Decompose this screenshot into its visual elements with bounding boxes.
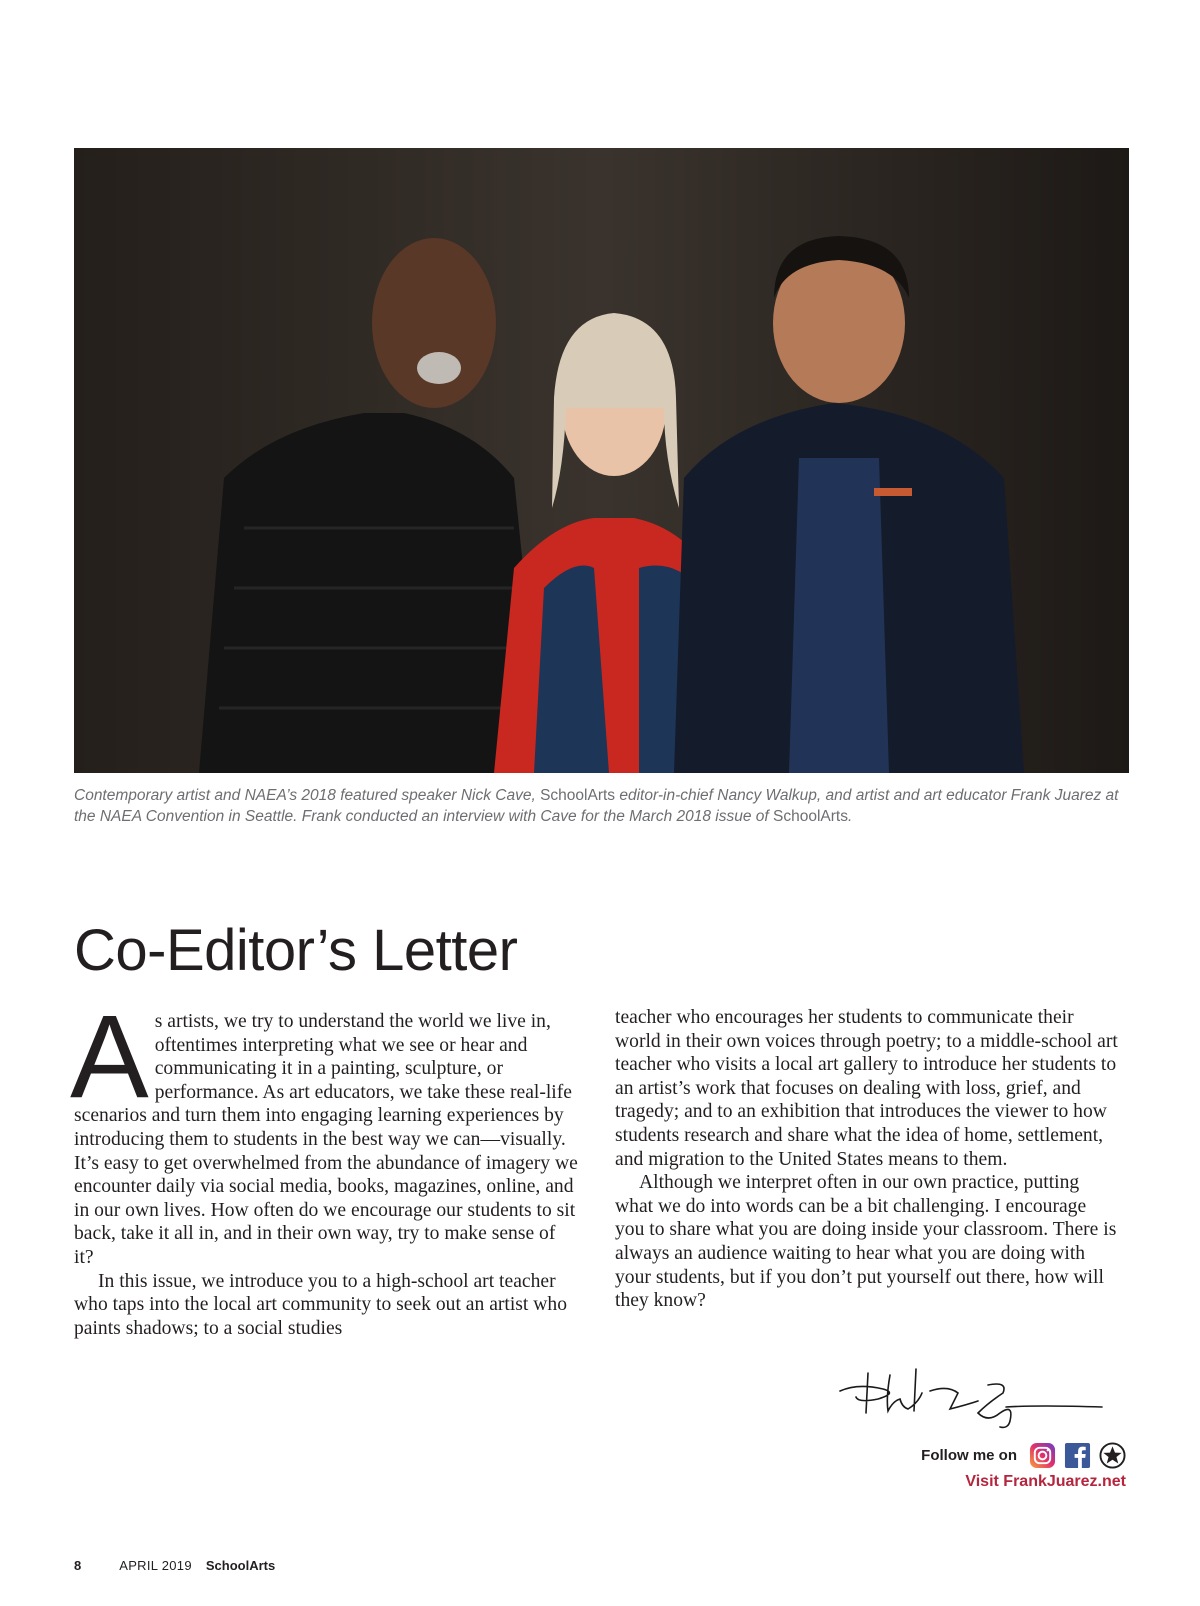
drop-cap: A: [70, 991, 149, 1123]
article-column-left: [70, 991, 579, 1340]
article-column-right: [615, 1006, 1120, 1313]
signature: [838, 1363, 1104, 1433]
page-number: 8: [74, 1558, 82, 1573]
caption-text: editor-in-chief Nancy Walkup, and artist and art educator Frank Juarez at the NAEA Convention in Seattle. Frank conducted an interview with Cave for the March 2018 issue of: [74, 787, 1119, 825]
caption-magazine-name: SchoolArts: [540, 787, 616, 804]
page-footer: [74, 1558, 275, 1573]
social-follow: [921, 1442, 1126, 1469]
article-title: Co-Editor’s Letter: [74, 918, 518, 983]
article-paragraph: Although we interpret often in our own practice, putting what we do into words can be a bit challenging. I encourage you to share what you are doing inside your classroom. There is always an audience waiting to hear what you are doing with your students, but if you don’t put yourself out there, how will they know?: [615, 1172, 1117, 1312]
handwritten-signature: [838, 1363, 1104, 1433]
star-badge-icon[interactable]: [1099, 1442, 1126, 1469]
photo-caption: [74, 785, 1129, 827]
caption-magazine-name: SchoolArts: [773, 808, 848, 825]
article-paragraph: teacher who encourages her students to communicate their world in their own voices through poetry; to a middle-school art teacher who visits a local art gallery to introduce her students to an artist’s work that focuses on dealing with loss, grief, and tragedy; and to an exhibition that introduces the viewer to how students research and share what the idea of home, settlement, and migration to the United States means to them.: [615, 1007, 1118, 1170]
article-paragraph: [70, 991, 579, 1270]
article-paragraph: In this issue, we introduce you to a high-school art teacher who taps into the local art community to seek out an artist who paints shadows; to a social studies: [74, 1270, 568, 1339]
issue-date: APRIL 2019: [119, 1558, 192, 1573]
caption-text: .: [847, 808, 853, 825]
photo-illustration: [74, 148, 1129, 773]
paragraph-text: s artists, we try to understand the world we live in, oftentimes interpreting what we see or hear and communicating it in a painting, sculpture, or performance. As art educators, we take these real-life scenarios and turn them into engaging learning experiences by introducing them to students in the best way we can—visually. It’s easy to get overwhelmed from the abundance of imagery we encounter daily via social media, books, magazines, online, and in our own lives. How often do we encourage our students to sit back, take it all in, and in their own way, try to make sense of it?: [74, 1011, 578, 1268]
follow-label: Follow me on: [921, 1447, 1017, 1464]
feature-photo: [74, 148, 1129, 773]
instagram-icon[interactable]: [1029, 1442, 1056, 1469]
facebook-icon[interactable]: [1064, 1442, 1091, 1469]
magazine-name: SchoolArts: [205, 1558, 276, 1573]
caption-text: Contemporary artist and NAEA’s 2018 featured speaker Nick Cave,: [74, 787, 541, 804]
website-link[interactable]: Visit FrankJuarez.net: [965, 1473, 1126, 1490]
